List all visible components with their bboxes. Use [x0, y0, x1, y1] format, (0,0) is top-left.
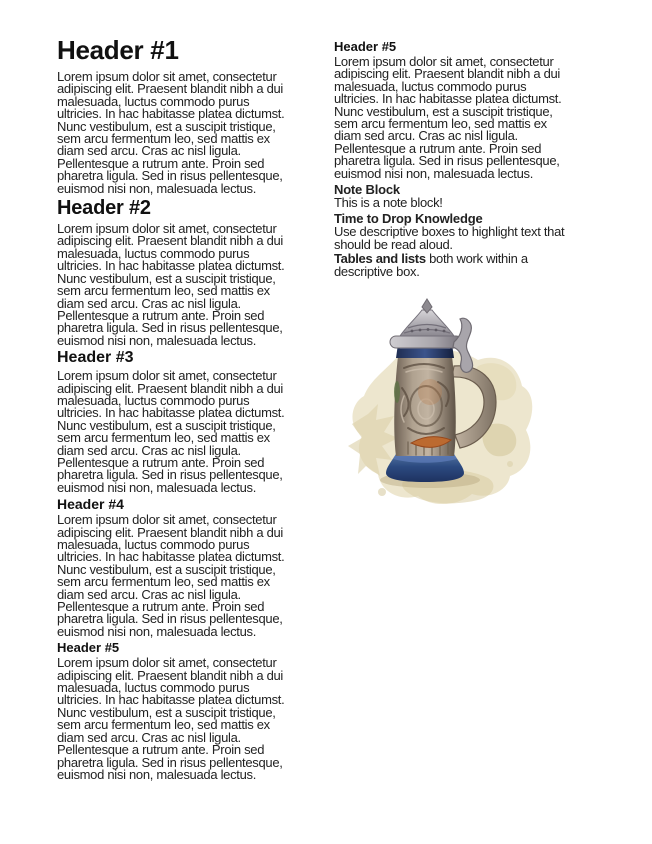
text-line: ultricies. In hac habitasse platea dictumst. [57, 405, 285, 421]
text-line: malesuada, luctus commodo purus [57, 392, 250, 408]
paragraph [57, 71, 310, 195]
text-line: diam sed arcu. Cras ac nisl ligula. [57, 143, 241, 159]
text-line: pharetra ligula. Sed in risus pellentesque, [57, 320, 283, 336]
text-line: Nunc vestibulum, est a suscipit tristique, [57, 417, 276, 433]
text-line: adipiscing elit. Praesent blandit nibh a dui [57, 667, 284, 683]
header-1: Header #1 [57, 35, 179, 65]
text-line: ultricies. In hac habitasse platea dictumst. [57, 692, 285, 708]
left-column [57, 36, 310, 783]
text-line: ultricies. In hac habitasse platea dictumst. [334, 91, 562, 107]
lid-rim [390, 336, 462, 348]
header-4: Header #4 [57, 496, 124, 513]
text-line: euismod nisi non, malesuada lectus. [57, 332, 257, 348]
beer-stein-illustration [338, 296, 538, 511]
text-line: malesuada, luctus commodo purus [334, 78, 527, 94]
orange-wash [418, 379, 442, 405]
header-5-right: Header #5 [334, 39, 397, 54]
text-line: pharetra ligula. Sed in risus pellentesque, [57, 754, 283, 770]
text-line: sem arcu fermentum leo, sed mattis ex [57, 131, 270, 147]
text-line: Pellentesque a rutrum ante. Proin sed [57, 155, 265, 171]
text-line: diam sed arcu. Cras ac nisl ligula. [57, 586, 241, 602]
text-line: Lorem ipsum dolor sit amet, consectetur [57, 221, 277, 237]
text-line: malesuada, luctus commodo purus [57, 537, 250, 552]
text-line: pharetra ligula. Sed in risus pellentesque, [57, 467, 283, 483]
paragraph [57, 657, 310, 781]
header-5: Header #5 [57, 640, 120, 656]
text-line: adipiscing elit. Praesent blandit nibh a dui [57, 81, 284, 97]
text-line: malesuada, luctus commodo purus [57, 245, 250, 261]
note-block-text: This is a note block! [334, 195, 443, 211]
text-line: Nunc vestibulum, est a suscipit tristique, [334, 103, 553, 119]
text-line: diam sed arcu. Cras ac nisl ligula. [57, 729, 241, 745]
text-line: euismod nisi non, malesuada lectus. [334, 165, 534, 181]
text-line: malesuada, luctus commodo purus [57, 93, 250, 109]
text-line: adipiscing elit. Praesent blandit nibh a dui [334, 66, 561, 82]
text-line: Nunc vestibulum, est a suscipit tristique, [57, 270, 276, 286]
text-line: Pellentesque a rutrum ante. Proin sed [334, 140, 542, 156]
text-line: malesuada, luctus commodo purus [57, 680, 250, 696]
text-line: Pellentesque a rutrum ante. Proin sed [57, 307, 265, 323]
text-line: Lorem ipsum dolor sit amet, consectetur [334, 54, 554, 69]
text-line: ultricies. In hac habitasse platea dictumst. [57, 258, 285, 274]
text-line: adipiscing elit. Praesent blandit nibh a dui [57, 233, 284, 249]
text-line: ultricies. In hac habitasse platea dictumst. [57, 106, 285, 122]
text-line: pharetra ligula. Sed in risus pellentesque, [334, 153, 560, 169]
header-3: Header #3 [57, 349, 134, 367]
text-line: sem arcu fermentum leo, sed mattis ex [57, 283, 270, 299]
knowledge-block-title: Time to Drop Knowledge [334, 211, 483, 227]
beer-stein-svg [338, 296, 538, 511]
text-line: Nunc vestibulum, est a suscipit tristique, [57, 704, 276, 720]
text-line: diam sed arcu. Cras ac nisl ligula. [334, 128, 518, 144]
knowledge-block-text [334, 226, 587, 251]
text-line: euismod nisi non, malesuada lectus. [57, 623, 257, 639]
text-line: sem arcu fermentum leo, sed mattis ex [334, 116, 547, 132]
text-line: Lorem ipsum dolor sit amet, consectetur [57, 368, 277, 384]
text-line: Lorem ipsum dolor sit amet, consectetur [57, 655, 277, 671]
text-line: sem arcu fermentum leo, sed mattis ex [57, 717, 270, 733]
text-line: euismod nisi non, malesuada lectus. [57, 180, 257, 196]
green-accent [394, 381, 400, 403]
paragraph [57, 223, 310, 347]
text-line: diam sed arcu. Cras ac nisl ligula. [57, 442, 241, 458]
text-line: euismod nisi non, malesuada lectus. [57, 479, 257, 495]
text-line: Lorem ipsum dolor sit amet, consectetur [57, 69, 277, 84]
text-line: adipiscing elit. Praesent blandit nibh a dui [57, 380, 284, 396]
text-line: euismod nisi non, malesuada lectus. [57, 766, 257, 782]
text-line: ultricies. In hac habitasse platea dictumst. [57, 549, 285, 565]
paragraph [57, 370, 310, 494]
tables-note-bold: Tables and lists [334, 251, 426, 267]
tables-note-rest: both work within a descriptive box. [334, 251, 528, 279]
text-line: should be read aloud. [334, 236, 453, 252]
paragraph [334, 56, 587, 180]
text-line: Nunc vestibulum, est a suscipit tristique, [57, 118, 276, 134]
text-line: Pellentesque a rutrum ante. Proin sed [57, 599, 265, 615]
text-line: pharetra ligula. Sed in risus pellentesque, [57, 168, 283, 184]
text-line: pharetra ligula. Sed in risus pellentesque, [57, 611, 283, 627]
text-line: diam sed arcu. Cras ac nisl ligula. [57, 295, 241, 311]
text-line: Pellentesque a rutrum ante. Proin sed [57, 742, 265, 758]
header-2: Header #2 [57, 197, 151, 220]
text-line: sem arcu fermentum leo, sed mattis ex [57, 574, 270, 590]
text-line: Use descriptive boxes to highlight text that [334, 224, 565, 240]
tables-note [334, 253, 587, 278]
text-line: Nunc vestibulum, est a suscipit tristique, [57, 561, 276, 577]
note-block-title: Note Block [334, 182, 400, 198]
paragraph [57, 514, 310, 638]
text-line: adipiscing elit. Praesent blandit nibh a dui [57, 524, 284, 540]
text-line: Pellentesque a rutrum ante. Proin sed [57, 454, 265, 470]
text-line: Lorem ipsum dolor sit amet, consectetur [57, 512, 277, 528]
text-line: sem arcu fermentum leo, sed mattis ex [57, 430, 270, 446]
